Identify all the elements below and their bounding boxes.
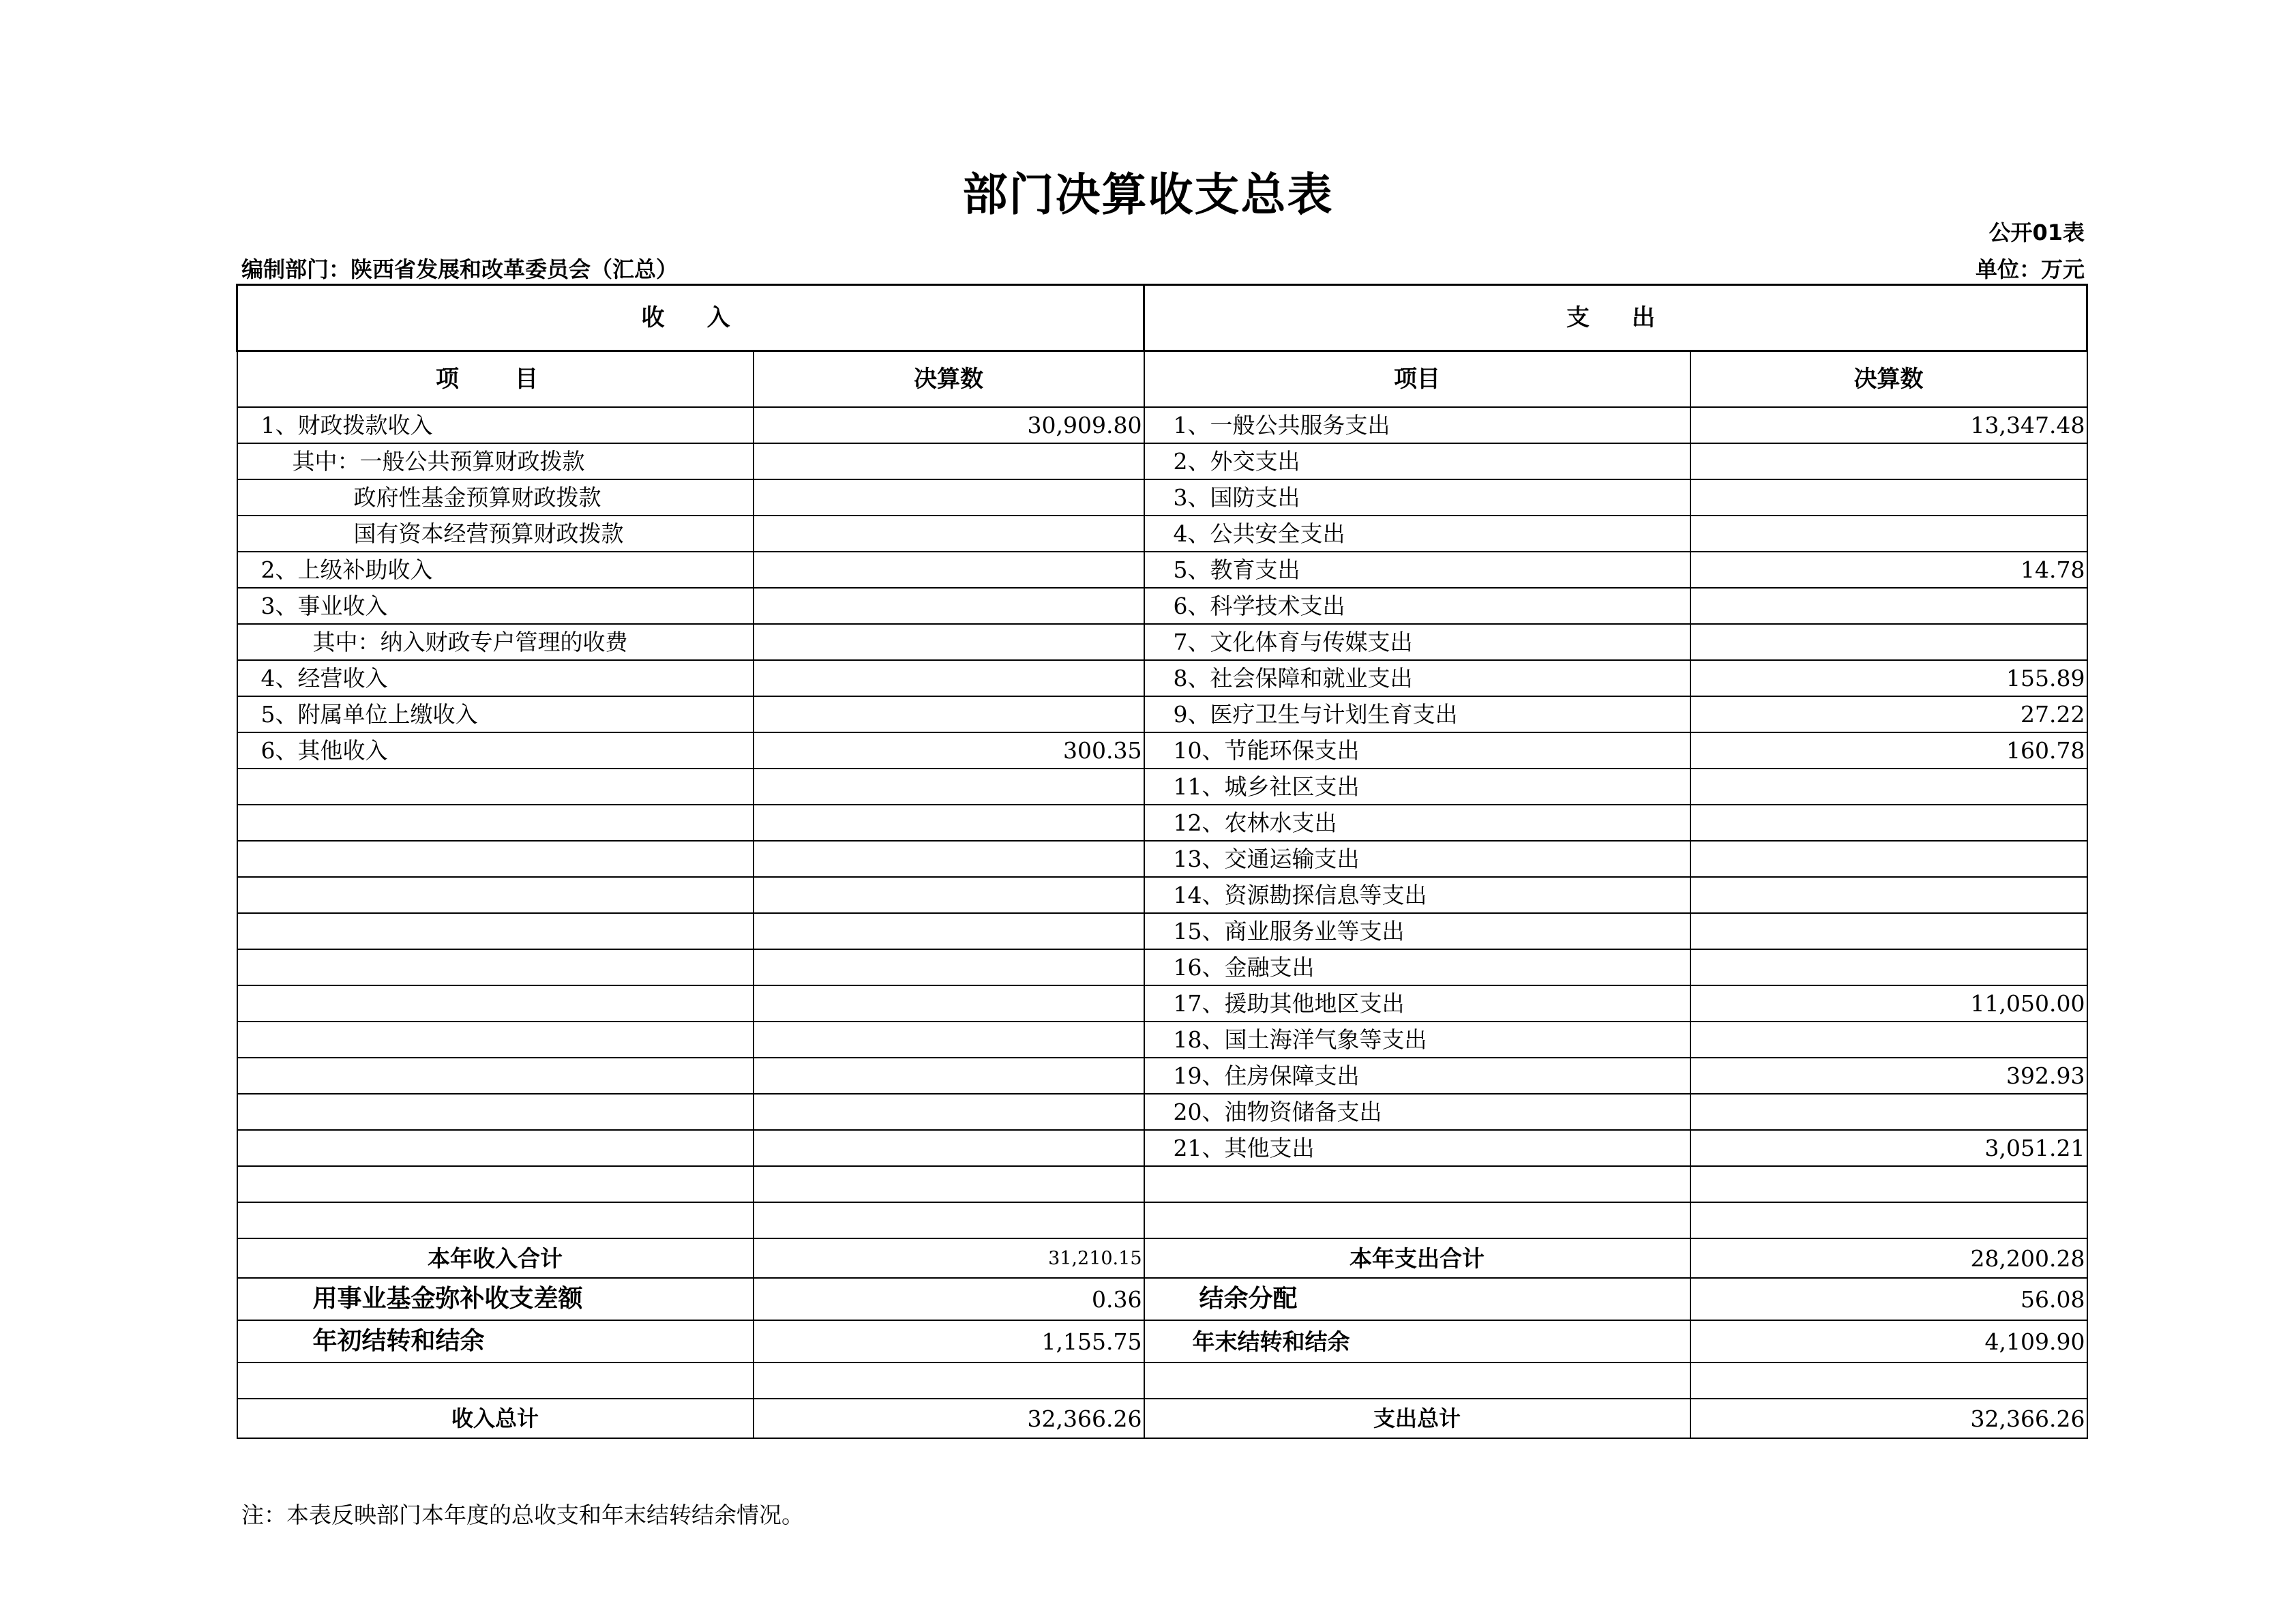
fund-label: 用事业基金弥补收支差额 [237, 1278, 754, 1320]
table-row [237, 1166, 2087, 1202]
carryover-row [237, 1320, 2087, 1363]
fund-value: 0.36 [754, 1278, 1144, 1320]
expense-amount-cell [1690, 877, 2087, 913]
expense-item-cell: 16、金融支出 [1144, 949, 1690, 985]
expense-amount-header: 决算数 [1690, 351, 2087, 408]
income-item-cell [237, 1202, 754, 1238]
department-label: 编制部门：陕西省发展和改革委员会（汇总） [241, 256, 679, 282]
income-item-cell: 5、附属单位上缴收入 [237, 696, 754, 732]
income-amount-cell [754, 516, 1144, 552]
income-amount-cell [754, 696, 1144, 732]
income-amount-cell [754, 949, 1144, 985]
expense-total-value: 32,366.26 [1690, 1399, 2087, 1438]
expense-amount-cell: 155.89 [1690, 660, 2087, 696]
income-amount-cell [754, 805, 1144, 841]
budget-table [236, 284, 2088, 1439]
table-row [237, 769, 2087, 805]
expense-amount-cell: 160.78 [1690, 732, 2087, 769]
expense-item-cell: 14、资源勘探信息等支出 [1144, 877, 1690, 913]
surplus-value: 56.08 [1690, 1278, 2087, 1320]
table-row [237, 552, 2087, 588]
expense-item-cell: 7、文化体育与传媒支出 [1144, 624, 1690, 660]
expense-item-cell: 18、国土海洋气象等支出 [1144, 1022, 1690, 1058]
blank-row [237, 1363, 2087, 1399]
income-item-cell [237, 1058, 754, 1094]
column-header-row [237, 351, 2087, 408]
expense-item-cell: 19、住房保障支出 [1144, 1058, 1690, 1094]
table-row [237, 696, 2087, 732]
income-item-cell [237, 769, 754, 805]
income-amount-cell: 300.35 [754, 732, 1144, 769]
expense-amount-cell [1690, 805, 2087, 841]
begin-carryover-label: 年初结转和结余 [237, 1320, 754, 1363]
income-amount-cell [754, 552, 1144, 588]
expense-section-header: 支 出 [1144, 285, 2087, 351]
income-item-cell: 3、事业收入 [237, 588, 754, 624]
income-item-cell: 6、其他收入 [237, 732, 754, 769]
end-carryover-value: 4,109.90 [1690, 1320, 2087, 1363]
income-item-cell [237, 1022, 754, 1058]
expense-item-header: 项目 [1144, 351, 1690, 408]
table-row [237, 985, 2087, 1022]
income-item-cell: 国有资本经营预算财政拨款 [237, 516, 754, 552]
table-row [237, 624, 2087, 660]
expense-amount-cell [1690, 624, 2087, 660]
table-row [237, 1022, 2087, 1058]
income-amount-cell [754, 624, 1144, 660]
expense-amount-cell [1690, 1022, 2087, 1058]
income-amount-cell [754, 985, 1144, 1022]
income-item-cell [237, 985, 754, 1022]
expense-item-cell: 4、公共安全支出 [1144, 516, 1690, 552]
expense-amount-cell [1690, 841, 2087, 877]
table-row [237, 1058, 2087, 1094]
income-amount-cell [754, 877, 1144, 913]
income-amount-header: 决算数 [754, 351, 1144, 408]
income-amount-cell [754, 1094, 1144, 1130]
expense-item-cell: 1、一般公共服务支出 [1144, 407, 1690, 443]
expense-amount-cell [1690, 1202, 2087, 1238]
income-item-cell [237, 1166, 754, 1202]
grand-total-row [237, 1399, 2087, 1438]
section-header-row [237, 285, 2087, 351]
table-row [237, 407, 2087, 443]
expense-item-cell: 5、教育支出 [1144, 552, 1690, 588]
income-amount-cell [754, 660, 1144, 696]
income-amount-cell [754, 443, 1144, 479]
income-item-cell: 4、经营收入 [237, 660, 754, 696]
income-item-header: 项 目 [237, 351, 754, 408]
expense-amount-cell: 27.22 [1690, 696, 2087, 732]
income-amount-cell: 30,909.80 [754, 407, 1144, 443]
year-income-label: 本年收入合计 [237, 1238, 754, 1278]
income-item-cell: 1、财政拨款收入 [237, 407, 754, 443]
income-item-cell: 其中：一般公共预算财政拨款 [237, 443, 754, 479]
table-row [237, 1130, 2087, 1166]
expense-amount-cell [1690, 1166, 2087, 1202]
unit-label: 单位：万元 [1975, 256, 2085, 282]
income-item-cell [237, 913, 754, 949]
expense-item-cell: 6、科学技术支出 [1144, 588, 1690, 624]
surplus-label: 结余分配 [1144, 1278, 1690, 1320]
table-row [237, 479, 2087, 516]
year-expense-label: 本年支出合计 [1144, 1238, 1690, 1278]
income-item-cell: 2、上级补助收入 [237, 552, 754, 588]
year-total-row [237, 1238, 2087, 1278]
income-amount-cell [754, 588, 1144, 624]
expense-amount-cell [1690, 588, 2087, 624]
income-amount-cell [754, 1202, 1144, 1238]
expense-item-cell: 13、交通运输支出 [1144, 841, 1690, 877]
income-amount-cell [754, 1166, 1144, 1202]
table-row [237, 443, 2087, 479]
income-amount-cell [754, 841, 1144, 877]
expense-item-cell: 20、油物资储备支出 [1144, 1094, 1690, 1130]
table-row [237, 877, 2087, 913]
end-carryover-label: 年末结转和结余 [1144, 1320, 1690, 1363]
income-total-label: 收入总计 [237, 1399, 754, 1438]
table-row [237, 913, 2087, 949]
expense-amount-cell: 3,051.21 [1690, 1130, 2087, 1166]
expense-item-cell: 15、商业服务业等支出 [1144, 913, 1690, 949]
expense-item-cell: 2、外交支出 [1144, 443, 1690, 479]
income-item-cell [237, 1094, 754, 1130]
expense-amount-cell [1690, 769, 2087, 805]
income-item-cell [237, 949, 754, 985]
income-amount-cell [754, 913, 1144, 949]
income-item-cell [237, 805, 754, 841]
expense-amount-cell [1690, 516, 2087, 552]
income-item-cell: 政府性基金预算财政拨款 [237, 479, 754, 516]
expense-item-cell: 17、援助其他地区支出 [1144, 985, 1690, 1022]
table-row [237, 805, 2087, 841]
expense-amount-cell: 11,050.00 [1690, 985, 2087, 1022]
table-row [237, 660, 2087, 696]
expense-item-cell [1144, 1166, 1690, 1202]
table-row [237, 841, 2087, 877]
income-amount-cell [754, 479, 1144, 516]
table-row [237, 1094, 2087, 1130]
expense-item-cell: 21、其他支出 [1144, 1130, 1690, 1166]
income-amount-cell [754, 1022, 1144, 1058]
income-amount-cell [754, 1058, 1144, 1094]
year-expense-value: 28,200.28 [1690, 1238, 2087, 1278]
expense-item-cell: 10、节能环保支出 [1144, 732, 1690, 769]
income-total-value: 32,366.26 [754, 1399, 1144, 1438]
expense-item-cell [1144, 1202, 1690, 1238]
income-amount-cell [754, 1130, 1144, 1166]
income-section-header: 收 入 [237, 285, 1144, 351]
table-row [237, 1202, 2087, 1238]
income-amount-cell [754, 769, 1144, 805]
expense-amount-cell: 392.93 [1690, 1058, 2087, 1094]
expense-item-cell: 11、城乡社区支出 [1144, 769, 1690, 805]
footnote: 注：本表反映部门本年度的总收支和年末结转结余情况。 [241, 1502, 804, 1528]
expense-item-cell: 9、医疗卫生与计划生育支出 [1144, 696, 1690, 732]
expense-total-label: 支出总计 [1144, 1399, 1690, 1438]
expense-amount-cell: 13,347.48 [1690, 407, 2087, 443]
table-row [237, 588, 2087, 624]
fund-row [237, 1278, 2087, 1320]
expense-amount-cell [1690, 949, 2087, 985]
expense-item-cell: 3、国防支出 [1144, 479, 1690, 516]
expense-amount-cell [1690, 913, 2087, 949]
expense-item-cell: 12、农林水支出 [1144, 805, 1690, 841]
begin-carryover-value: 1,155.75 [754, 1320, 1144, 1363]
expense-amount-cell [1690, 1094, 2087, 1130]
income-item-cell [237, 877, 754, 913]
income-item-cell [237, 1130, 754, 1166]
expense-item-cell: 8、社会保障和就业支出 [1144, 660, 1690, 696]
expense-amount-cell [1690, 479, 2087, 516]
table-row [237, 732, 2087, 769]
income-item-cell: 其中：纳入财政专户管理的收费 [237, 624, 754, 660]
income-item-cell [237, 841, 754, 877]
expense-amount-cell: 14.78 [1690, 552, 2087, 588]
expense-amount-cell [1690, 443, 2087, 479]
table-row [237, 516, 2087, 552]
year-income-value: 31,210.15 [754, 1238, 1144, 1278]
page-title: 部门决算收支总表 [962, 168, 1334, 221]
form-number: 公开01表 [1988, 220, 2085, 245]
table-row [237, 949, 2087, 985]
